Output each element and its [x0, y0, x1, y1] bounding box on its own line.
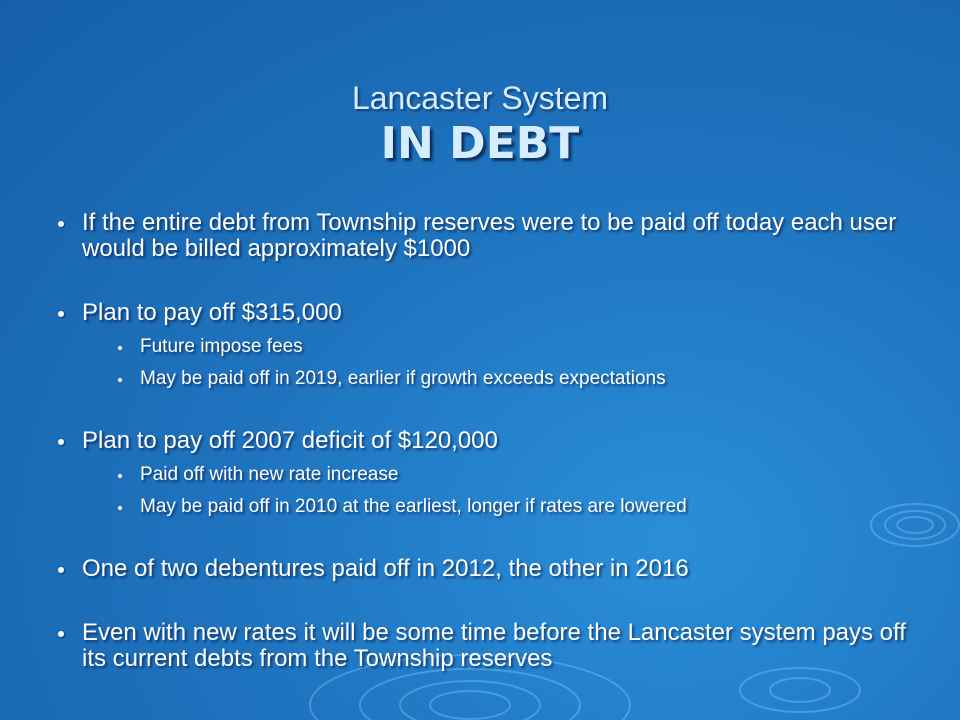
title-line-1: Lancaster System	[351, 80, 609, 116]
bullet-item: Plan to pay off 2007 deficit of $120,000	[58, 428, 918, 454]
bullet-item: If the entire debt from Township reserves were to be paid off today each user would be billed approximately $1000	[58, 210, 918, 262]
bullet-item: Plan to pay off $315,000	[58, 300, 918, 326]
slide-title	[0, 78, 960, 170]
sub-bullet-item: May be paid off in 2019, earlier if growth exceeds expectations	[118, 368, 918, 390]
sub-bullet-item: Future impose fees	[118, 336, 918, 358]
bullet-list	[58, 210, 918, 672]
title-line-2: IN DEBT	[380, 118, 580, 169]
sub-bullet-item: May be paid off in 2010 at the earliest, longer if rates are lowered	[118, 496, 918, 518]
sub-bullet-item: Paid off with new rate increase	[118, 464, 918, 486]
bullet-item: Even with new rates it will be some time before the Lancaster system pays off its current debts from the Township reserves	[58, 620, 918, 672]
bullet-item: One of two debentures paid off in 2012, the other in 2016	[58, 556, 918, 582]
